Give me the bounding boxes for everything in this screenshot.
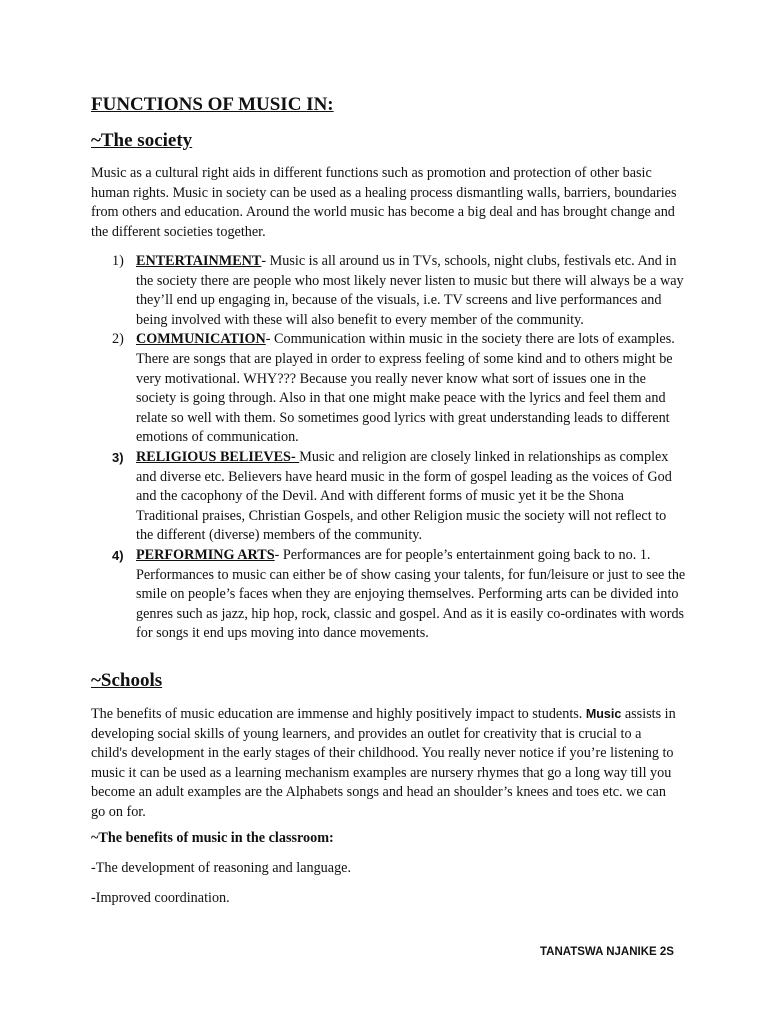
- schools-intro-bold-word: Music: [585, 707, 622, 721]
- list-number: 2): [112, 331, 124, 348]
- section-heading-society: ~The society: [91, 130, 193, 151]
- list-item-communication: [91, 330, 686, 448]
- list-number: 4): [112, 547, 124, 563]
- list-term: ENTERTAINMENT: [136, 253, 262, 269]
- list-item-religious-believes: [91, 448, 686, 546]
- list-item-entertainment: [91, 252, 686, 330]
- list-term: PERFORMING ARTS: [136, 546, 275, 563]
- section-heading-schools: ~Schools: [91, 670, 163, 691]
- list-text: - Communication within music in the society there are lots of examples. There are songs that are played in order to express feeling of some kind and to others might be very motivational. WHY??? Because you really never know what sort of issues one in the society is going through. Also in that one might make peace with the lyrics and feel them and relate so well with them. So sometimes good lyrics with great understanding leads to different emotions of communication.: [136, 331, 675, 446]
- society-intro-paragraph: Music as a cultural right aids in different functions such as promotion and protection of other basic human rights. Music in society can be used as a healing process dismantling walls, barriers, boundaries from others and education. Around the world music has become a big deal and has brought change and the different societies together.: [91, 165, 677, 240]
- list-text: - Performances are for people’s entertainment going back to no. 1. Performances to music can either be of show casing your talents, for fun/leisure or just to see the smile on people’s faces when they are enjoying themselves. Performing arts can be divided into genres such as jazz, hip hop, rock, classic and gospel. And as it is easily co-ordinates with words for songs it end ups moving into dance movements.: [136, 546, 686, 642]
- benefit-item: -The development of reasoning and language.: [91, 860, 352, 876]
- list-item-performing-arts: [91, 546, 686, 644]
- page-footer-author: TANATSWA NJANIKE 2S: [540, 946, 674, 958]
- document-title: FUNCTIONS OF MUSIC IN:: [91, 94, 334, 115]
- society-functions-list: [91, 252, 686, 644]
- list-text: Music and religion are closely linked in relationships as complex and diverse etc. Believers have heard music in the form of gospel leading as the voices of God and the cacophony of the Devil. And with different forms of music yet it be the Shona Traditional praises, Christian Gospels, and other Religion music the society will not reflect to the different (diverse) members of the community.: [136, 448, 672, 544]
- list-number: 3): [112, 449, 124, 465]
- schools-intro-part-a: The benefits of music education are immense and highly positively impact to students.: [91, 706, 586, 722]
- list-number: 1): [112, 253, 124, 269]
- classroom-benefits-heading: ~The benefits of music in the classroom:: [91, 830, 334, 846]
- list-term: RELIGIOUS BELIEVES-: [136, 448, 300, 465]
- schools-intro-part-b: assists in developing social skills of young learners, and provides an outlet for creativity that is crucial to a child's development in the early stages of their childhood. You really never notice if you’re listening to music it can be used as a learning mechanism examples are nursery rhymes that go a long way till you become an adult examples are the Alphabets songs and head an shoulder’s knees and toes etc. we can go on for.: [91, 706, 676, 820]
- list-term: COMMUNICATION: [136, 331, 266, 348]
- schools-intro-paragraph: [91, 705, 681, 823]
- benefit-item: -Improved coordination.: [91, 890, 230, 906]
- list-text: - Music is all around us in TVs, schools, night clubs, festivals etc. And in the society there are people who most likely never listen to music but there will always be a way they’ll end up engaging in, because of the visuals, i.e. TV screens and live performances and being involved with these will also benefit to every member of the community.: [136, 253, 684, 328]
